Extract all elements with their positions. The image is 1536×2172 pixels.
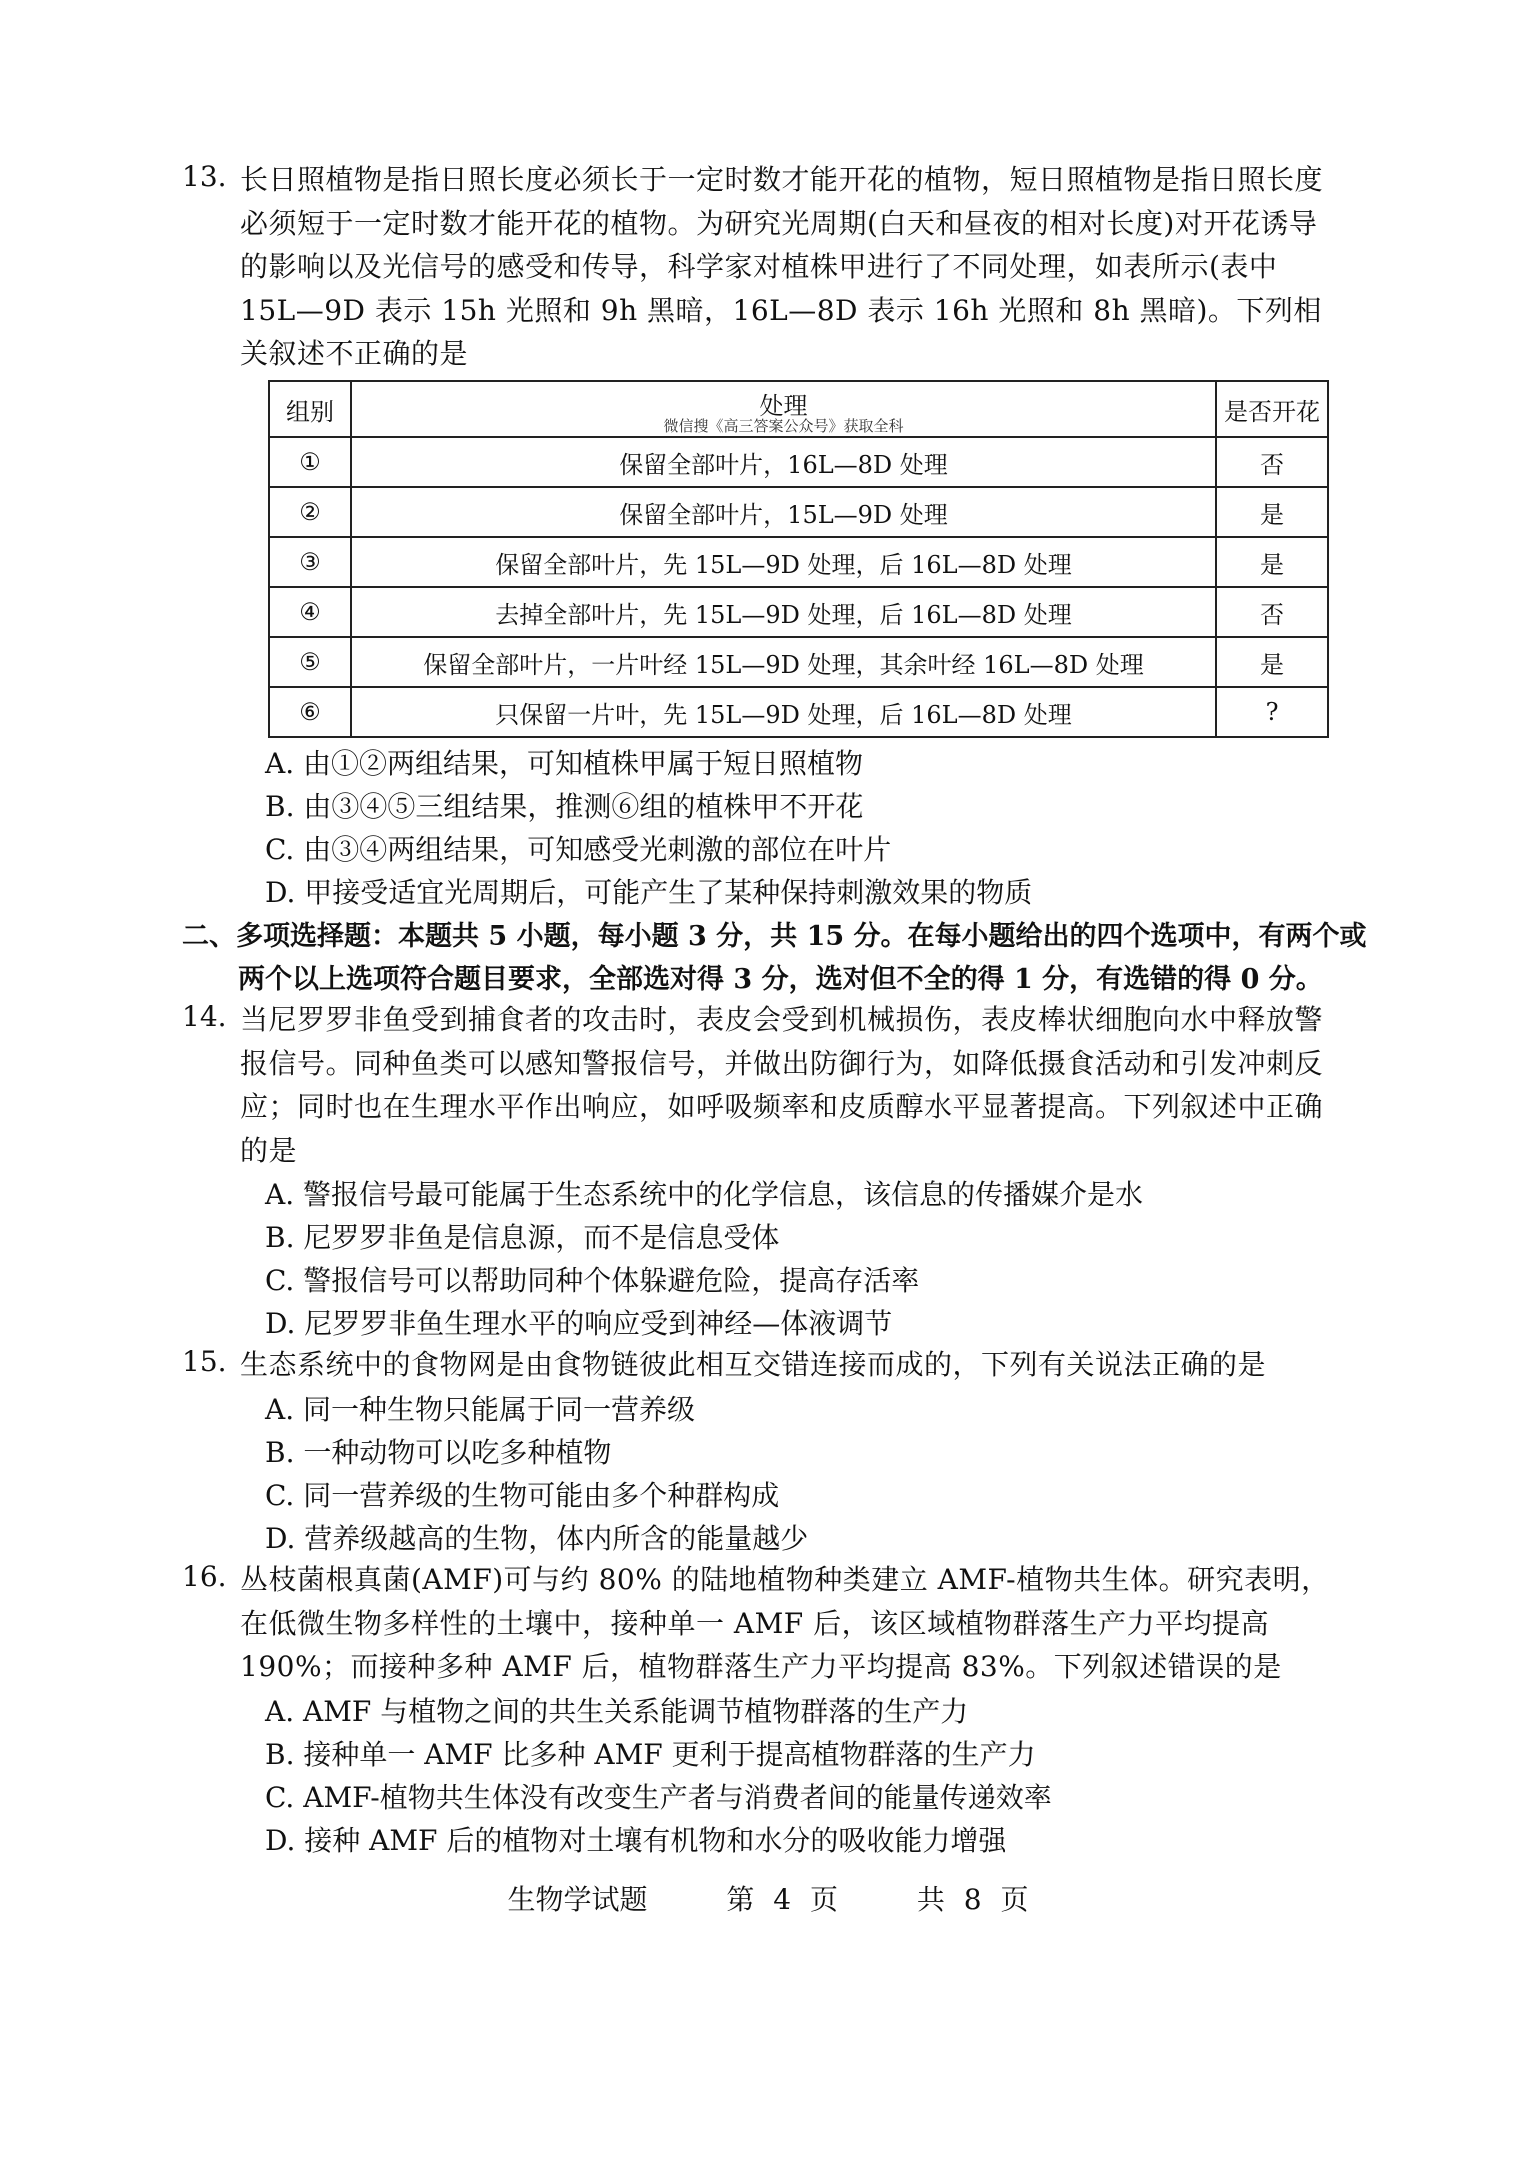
section-2-heading-line1: 二、多项选择题：本题共 5 小题，每小题 3 分，共 15 分。在每小题给出的四个选项中，有两个或 — [182, 921, 1367, 952]
cell-flower: 是 — [1216, 637, 1328, 687]
q14-option-c: C. 警报信号可以帮助同种个体躲避危险，提高存活率 — [265, 1264, 920, 1297]
footer-subject: 生物学试题 — [507, 1883, 648, 1916]
question-15-number: 15. — [182, 1345, 227, 1378]
table-row — [269, 487, 1328, 537]
question-14-number: 14. — [182, 1000, 227, 1033]
header-treatment-label: 处理 — [759, 391, 808, 420]
cell-treatment: 保留全部叶片，16L—8D 处理 — [351, 437, 1216, 487]
table-header-row — [269, 381, 1328, 437]
question-16-number: 16. — [182, 1560, 227, 1593]
header-group: 组别 — [269, 381, 351, 437]
question-16-stem: 丛枝菌根真菌(AMF)可与约 80% 的陆地植物种类建立 AMF-植物共生体。研究表明，在低微生物多样性的土壤中，接种单一 AMF 后，该区域植物群落生产力平均提高 190%；而接种多种 AMF 后，植物群落生产力平均提高 83%。下列叙述错误的是 — [240, 1563, 1330, 1683]
page-footer — [0, 1878, 1536, 1918]
cell-flower: 是 — [1216, 487, 1328, 537]
treatment-table — [268, 380, 1329, 738]
q13-option-b: B. 由③④⑤三组结果，推测⑥组的植株甲不开花 — [265, 790, 864, 823]
cell-group: ⑥ — [269, 687, 351, 737]
cell-group: ② — [269, 487, 351, 537]
cell-group: ⑤ — [269, 637, 351, 687]
footer-total: 共 8 页 — [916, 1883, 1029, 1916]
table-row — [269, 587, 1328, 637]
footer-page: 第 4 页 — [726, 1883, 838, 1916]
table-row — [269, 637, 1328, 687]
q16-option-b: B. 接种单一 AMF 比多种 AMF 更利于提高植物群落的生产力 — [265, 1738, 1036, 1771]
section-2-heading-line2: 两个以上选项符合题目要求，全部选对得 3 分，选对但不全的得 1 分，有选错的得 0 分。 — [238, 964, 1323, 995]
q16-option-c: C. AMF-植物共生体没有改变生产者与消费者间的能量传递效率 — [265, 1781, 1052, 1814]
q15-option-b: B. 一种动物可以吃多种植物 — [265, 1436, 612, 1469]
q15-option-d: D. 营养级越高的生物，体内所含的能量越少 — [265, 1522, 809, 1555]
cell-flower: 否 — [1216, 437, 1328, 487]
q14-option-d: D. 尼罗罗非鱼生理水平的响应受到神经—体液调节 — [265, 1307, 893, 1340]
cell-treatment: 保留全部叶片，一片叶经 15L—9D 处理，其余叶经 16L—8D 处理 — [351, 637, 1216, 687]
cell-group: ① — [269, 437, 351, 487]
cell-treatment: 去掉全部叶片，先 15L—9D 处理，后 16L—8D 处理 — [351, 587, 1216, 637]
cell-treatment: 保留全部叶片，先 15L—9D 处理，后 16L—8D 处理 — [351, 537, 1216, 587]
q14-option-a: A. 警报信号最可能属于生态系统中的化学信息，该信息的传播媒介是水 — [265, 1178, 1144, 1211]
cell-flower: 是 — [1216, 537, 1328, 587]
q15-option-a: A. 同一种生物只能属于同一营养级 — [265, 1393, 696, 1426]
table-row — [269, 537, 1328, 587]
q13-option-c: C. 由③④两组结果，可知感受光刺激的部位在叶片 — [265, 833, 892, 866]
cell-flower: ? — [1216, 687, 1328, 737]
q16-option-d: D. 接种 AMF 后的植物对土壤有机物和水分的吸收能力增强 — [265, 1824, 1007, 1857]
q13-option-a: A. 由①②两组结果，可知植株甲属于短日照植物 — [265, 747, 864, 780]
watermark-text: 微信搜《高三答案公众号》获取全科 — [663, 416, 904, 435]
cell-treatment: 保留全部叶片，15L—9D 处理 — [351, 487, 1216, 537]
header-flower: 是否开花 — [1216, 381, 1328, 437]
cell-group: ③ — [269, 537, 351, 587]
q13-option-d: D. 甲接受适宜光周期后，可能产生了某种保持刺激效果的物质 — [265, 876, 1033, 909]
q15-option-c: C. 同一营养级的生物可能由多个种群构成 — [265, 1479, 780, 1512]
question-15-stem: 生态系统中的食物网是由食物链彼此相互交错连接而成的，下列有关说法正确的是 — [240, 1348, 1267, 1381]
table-row — [269, 687, 1328, 737]
question-14-stem: 当尼罗罗非鱼受到捕食者的攻击时，表皮会受到机械损伤，表皮棒状细胞向水中释放警报信号。同种鱼类可以感知警报信号，并做出防御行为，如降低摄食活动和引发冲刺反应；同时也在生理水平作出响应，如呼吸频率和皮质醇水平显著提高。下列叙述中正确的是 — [240, 1003, 1324, 1167]
cell-treatment: 只保留一片叶，先 15L—9D 处理，后 16L—8D 处理 — [351, 687, 1216, 737]
q16-option-a: A. AMF 与植物之间的共生关系能调节植物群落的生产力 — [265, 1695, 969, 1728]
question-13-number: 13. — [182, 160, 227, 193]
table-row — [269, 437, 1328, 487]
cell-group: ④ — [269, 587, 351, 637]
header-treatment — [351, 381, 1216, 437]
q14-option-b: B. 尼罗罗非鱼是信息源，而不是信息受体 — [265, 1221, 780, 1254]
question-13-stem: 长日照植物是指日照长度必须长于一定时数才能开花的植物，短日照植物是指日照长度必须短于一定时数才能开花的植物。为研究光周期(白天和昼夜的相对长度)对开花诱导的影响以及光信号的感受和传导，科学家对植株甲进行了不同处理，如表所示(表中 15L—9D 表示 15h 光照和 9h 黑暗，16L—8D 表示 16h 光照和 8h 黑暗)。下列相关叙述不正确的是 — [240, 163, 1324, 370]
cell-flower: 否 — [1216, 587, 1328, 637]
